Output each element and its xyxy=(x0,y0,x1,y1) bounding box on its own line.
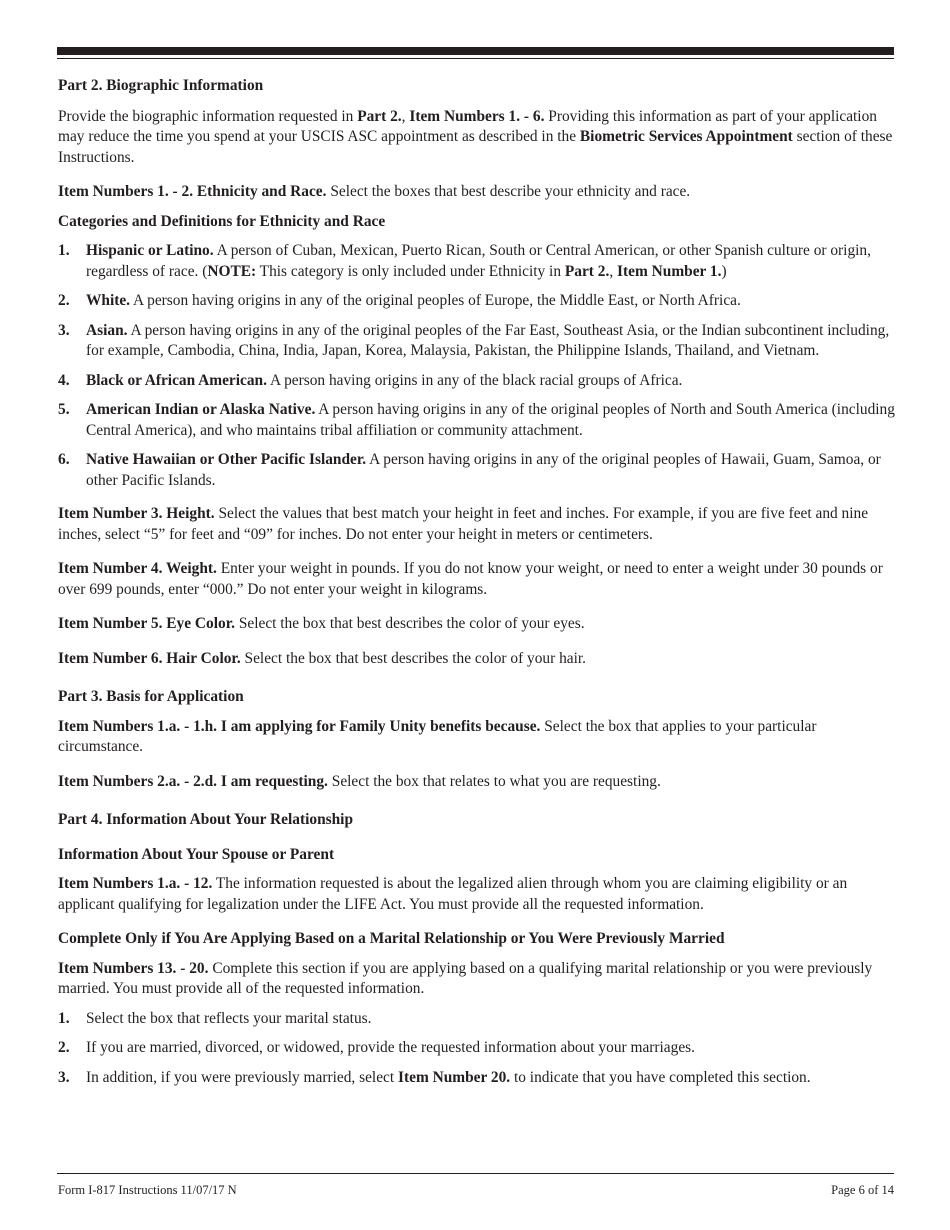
category-number: 5. xyxy=(58,401,70,418)
category-text xyxy=(86,241,896,282)
category-number: 3. xyxy=(58,321,70,339)
part3-heading: Part 3. Basis for Application xyxy=(58,688,244,705)
item-4-weight xyxy=(58,559,896,600)
step-number: 1. xyxy=(58,1009,70,1027)
item-label: Item Number 5. Eye Color. xyxy=(58,615,235,632)
category-number: 1. xyxy=(58,242,70,259)
note-separator: , xyxy=(609,262,618,280)
intro-text: section of these Instructions. xyxy=(58,128,893,166)
item-text: Select the box that best describes the color of your eyes. xyxy=(234,615,585,632)
item-label: Item Number 4. Weight. xyxy=(58,560,217,577)
item-1-2-ethnicity-race xyxy=(58,182,896,203)
category-text xyxy=(86,291,896,312)
part2-heading: Part 2. Biographic Information xyxy=(58,77,264,94)
category-label: Native Hawaiian or Other Pacific Islander. xyxy=(86,451,367,468)
footer-rule xyxy=(57,1173,894,1174)
category-item xyxy=(58,450,896,491)
list-item xyxy=(58,1009,896,1030)
category-description: A person having origins in any of the original peoples of Europe, the Middle East, or North Africa. xyxy=(130,292,741,309)
category-item xyxy=(58,291,896,312)
category-number: 4. xyxy=(58,371,70,389)
category-text xyxy=(86,321,896,362)
item-text: Select the boxes that best describe your ethnicity and race. xyxy=(326,183,691,200)
category-description: A person having origins in any of the black racial groups of Africa. xyxy=(266,371,683,389)
step-text-part: to indicate that you have completed this section. xyxy=(510,1068,811,1086)
step-text-part: In addition, if you were previously married, select xyxy=(86,1068,398,1086)
category-label: White. xyxy=(86,292,131,309)
step-text: If you are married, divorced, or widowed, provide the requested information about your marriages. xyxy=(86,1039,696,1056)
item-label: Item Numbers 1. - 2. Ethnicity and Race. xyxy=(58,183,327,200)
instructions-content xyxy=(58,75,896,1088)
note-close: ) xyxy=(721,262,727,280)
category-item xyxy=(58,241,896,282)
header-rule-thin xyxy=(57,58,894,59)
item-label: Item Number 6. Hair Color. xyxy=(58,649,241,667)
category-description: A person having origins in any of the original peoples of North and South America (including Central America), and who maintains tribal affiliation or community attachment. xyxy=(86,401,895,439)
marital-heading: Complete Only if You Are Applying Based on a Marital Relationship or You Were Previously Married xyxy=(58,930,725,947)
category-label: Hispanic or Latino. xyxy=(86,242,214,259)
note-label: NOTE: xyxy=(207,262,257,280)
category-label: American Indian or Alaska Native. xyxy=(86,401,316,418)
intro-ref-part: Part 2. xyxy=(357,107,402,125)
category-text xyxy=(86,371,896,392)
intro-text: , xyxy=(401,107,410,125)
item-label: Item Numbers 1.a. - 1.h. I am applying for Family Unity benefits because. xyxy=(58,717,541,735)
footer-form-id: Form I-817 Instructions 11/07/17 N xyxy=(58,1183,237,1197)
intro-text: Providing this information as part of your application may reduce the time you spend at your USCIS ASC appointment as described in the xyxy=(58,107,877,145)
category-description: A person having origins in any of the original peoples of the Far East, Southeast Asia, or the Indian subcontinent including, for example, Cambodia, China, India, Japan, Korea, Malaysia, Pakistan, the Philippine Islands, Thailand, and Vietnam. xyxy=(86,321,890,359)
step-number: 3. xyxy=(58,1068,70,1086)
category-label: Black or African American. xyxy=(86,371,267,389)
item-label: Item Numbers 2.a. - 2.d. I am requesting. xyxy=(58,772,328,790)
item-text: Select the values that best match your height in feet and inches. For example, if you are five feet and nine inches, select “5” for feet and “09” for inches. Do not enter your height in meters or centimeters. xyxy=(58,505,869,543)
item-text: Complete this section if you are applying based on a qualifying marital relationship or you were previously married. You must provide all of the requested information. xyxy=(58,959,873,997)
category-description: A person having origins in any of the original peoples of Hawaii, Guam, Samoa, or other Pacific Islands. xyxy=(86,451,881,489)
item-6-hair-color xyxy=(58,649,896,670)
step-ref-item: Item Number 20. xyxy=(398,1068,511,1086)
list-item xyxy=(58,1068,896,1089)
category-item xyxy=(58,321,896,362)
header-rule-thick xyxy=(57,47,894,55)
categories-heading: Categories and Definitions for Ethnicity and Race xyxy=(58,212,386,230)
step-text xyxy=(86,1068,896,1089)
spouse-parent-subheading: Information About Your Spouse or Parent xyxy=(58,845,335,863)
note-ref-part: Part 2. xyxy=(564,262,610,280)
item-text: Select the box that applies to your particular circumstance. xyxy=(58,717,817,755)
part4-item-1-12 xyxy=(58,874,896,915)
list-item xyxy=(58,1038,896,1059)
item-text: The information requested is about the legalized alien through whom you are claiming eligibility or an applicant qualifying for legalization under the LIFE Act. You must provide all the requested information. xyxy=(58,875,848,913)
item-text: Select the box that best describes the color of your hair. xyxy=(240,649,587,667)
item-label: Item Numbers 1.a. - 12. xyxy=(58,875,213,892)
step-number: 2. xyxy=(58,1039,70,1056)
category-item xyxy=(58,400,896,441)
category-text xyxy=(86,400,896,441)
part3-item-2 xyxy=(58,772,896,793)
item-text: Select the box that relates to what you are requesting. xyxy=(327,772,661,790)
category-item xyxy=(58,371,896,392)
category-number: 6. xyxy=(58,451,70,468)
item-label: Item Number 3. Height. xyxy=(58,505,215,522)
category-text xyxy=(86,450,896,491)
note-text: This category is only included under Ethnicity in xyxy=(256,262,565,280)
note-ref-item: Item Number 1. xyxy=(617,262,722,280)
part2-intro xyxy=(58,107,896,169)
category-number: 2. xyxy=(58,292,70,309)
item-3-height xyxy=(58,504,896,545)
intro-ref-section: Biometric Services Appointment xyxy=(579,128,793,145)
part3-item-1 xyxy=(58,717,896,758)
category-description: A person of Cuban, Mexican, Puerto Rican, South or Central American, or other Spanish culture or origin, regardless of race. ( xyxy=(86,242,871,280)
item-label: Item Numbers 13. - 20. xyxy=(58,959,209,977)
step-text: Select the box that reflects your marital status. xyxy=(86,1009,372,1027)
item-text: Enter your weight in pounds. If you do not know your weight, or need to enter a weight under 30 pounds or over 699 pounds, enter “000.” Do not enter your weight in kilograms. xyxy=(58,560,883,598)
intro-text: Provide the biographic information requested in xyxy=(58,107,358,125)
category-label: Asian. xyxy=(86,321,128,339)
intro-ref-items: Item Numbers 1. - 6. xyxy=(409,107,545,125)
item-5-eye-color xyxy=(58,614,896,635)
footer-page-number: Page 6 of 14 xyxy=(831,1183,894,1197)
part4-item-13-20 xyxy=(58,959,896,1000)
part4-heading: Part 4. Information About Your Relationship xyxy=(58,811,354,828)
page-footer xyxy=(58,1182,894,1198)
